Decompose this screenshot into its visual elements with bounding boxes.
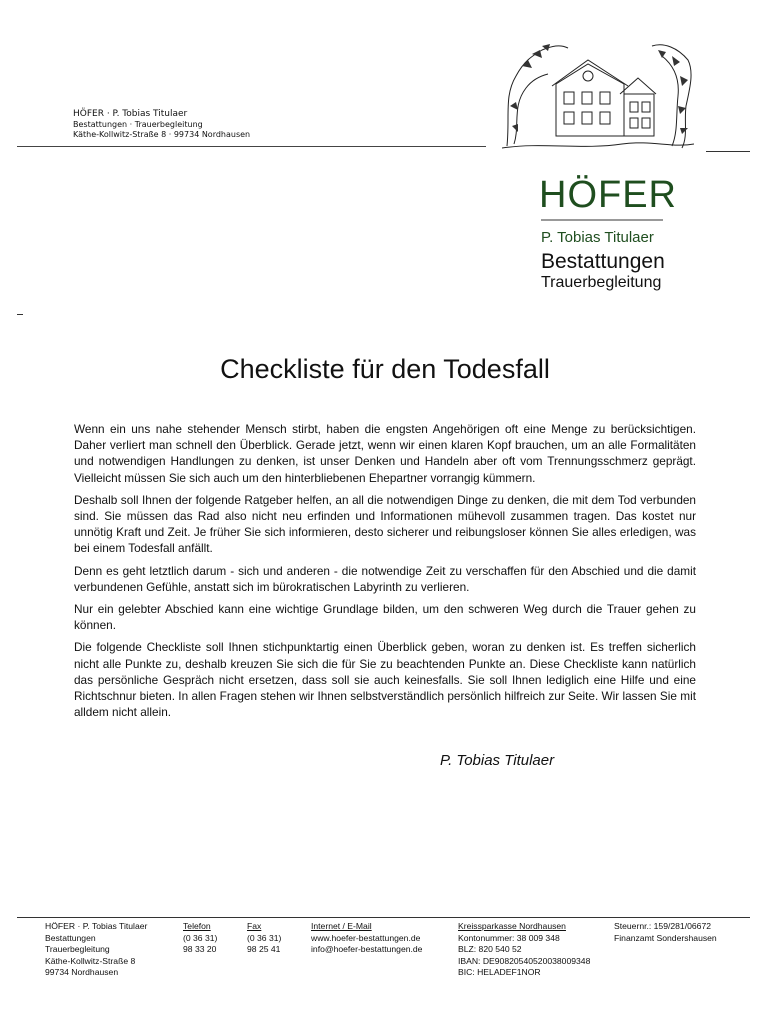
house-illustration-icon <box>502 36 694 154</box>
footer-fax-area: (0 36 31) <box>247 932 282 943</box>
footer-web-heading: Internet / E-Mail <box>311 921 372 931</box>
footer-fax-heading: Fax <box>247 921 262 931</box>
fold-mark <box>17 314 23 315</box>
brand-name: HÖFER <box>539 174 677 216</box>
sender-line-3: Käthe-Kollwitz-Straße 8 · 99734 Nordhausen <box>73 130 251 139</box>
sender-line-2: Bestattungen · Trauerbegleitung <box>73 120 203 129</box>
footer-company-line: Trauerbegleitung <box>45 944 110 955</box>
footer-phone-number[interactable]: 98 33 20 <box>183 944 217 955</box>
footer-web <box>311 921 422 956</box>
email-link[interactable]: info@hoefer-bestattungen.de <box>311 944 423 955</box>
footer-company-line: HÖFER · P. Tobias Titulaer <box>45 921 148 931</box>
footer-tax-office: Finanzamt Sondershausen <box>614 932 717 943</box>
footer-phone <box>183 921 217 956</box>
footer-fax-number: 98 25 41 <box>247 944 281 955</box>
footer-bank-line: BIC: HELADEF1NOR <box>458 967 541 978</box>
document-title: Checkliste für den Todesfall <box>220 354 550 384</box>
footer-bank <box>458 921 590 979</box>
footer-bank-line: Kontonummer: 38 009 348 <box>458 932 560 943</box>
header-side-rule <box>706 151 750 152</box>
paragraph: Nur ein gelebter Abschied kann eine wichtige Grundlage bilden, um den schweren Weg durch die Trauer gehen zu können. <box>74 602 696 633</box>
footer-tax-number: Steuernr.: 159/281/06672 <box>614 921 711 931</box>
brand-divider <box>541 219 663 221</box>
footer-company-line: 99734 Nordhausen <box>45 967 119 978</box>
document-body <box>74 421 696 726</box>
footer-bank-line: IBAN: DE90820540520038009348 <box>458 955 591 966</box>
footer-bank-heading: Kreissparkasse Nordhausen <box>458 921 566 931</box>
footer-company <box>45 921 147 979</box>
website-link[interactable]: www.hoefer-bestattungen.de <box>311 932 421 943</box>
sender-divider <box>17 146 486 147</box>
paragraph: Wenn ein uns nahe stehender Mensch stirbt, haben die engsten Angehörigen oft eine Menge zu berücksichtigen. Daher verliert man schnell den Überblick. Gerade jetzt, wenn wir einen klaren Kopf brauchen, um an alle Formalitäten und notwendigen Handlungen zu denken, ist unser Denken und Handeln aber oft vom Trennungsschmerz geprägt. Vielleicht müssen Sie sich auch um den hinterbliebenen Ehepartner vorrangig kümmern. <box>74 422 696 485</box>
footer-fax <box>247 921 281 956</box>
paragraph: Die folgende Checkliste soll Ihnen stichpunktartig einen Überblick geben, woran zu denken ist. Es treffen sicherlich nicht alle Punkte zu, deshalb kreuzen Sie sich die für Sie zu beachtenden Punkte an. Diese Checkliste kann natürlich das persönliche Gespräch nicht ersetzen, dass soll sie auch keinesfalls. Sie soll Ihnen lediglich eine Hilfe und eine Richtschnur bieten. In allen Fragen stehen wir Ihnen selbstverständlich persönlich hilfreich zur Seite. Wir lassen Sie mit alldem nicht allein. <box>74 640 696 720</box>
brand-service-2: Trauerbegleitung <box>541 274 662 291</box>
footer-phone-area: (0 36 31) <box>183 932 218 943</box>
sender-line-1: HÖFER · P. Tobias Titulaer <box>73 109 188 119</box>
signature: P. Tobias Titulaer <box>440 752 555 769</box>
footer-tax <box>614 921 717 944</box>
footer-divider <box>17 917 750 918</box>
paragraph: Denn es geht letztlich darum - sich und anderen - die notwendige Zeit zu verschaffen für den Abschied und die damit verbundenen Gefühle, anstatt sich im bürokratischen Labyrinth zu verlieren. <box>74 563 696 594</box>
paragraph: Deshalb soll Ihnen der folgende Ratgeber helfen, an all die notwendigen Dinge zu denken, die mit dem Tod verbunden sind. Sie müssen das Rad also nicht neu erfinden und Informationen mühevoll zusammen tragen. Das kostet nur unnötig Kraft und Zeit. Je früher Sie sich informieren, desto sicherer und reibungsloser können Sie alles erledigen, was bei einem Todesfall anfällt. <box>74 492 696 556</box>
footer-bank-line: BLZ: 820 540 52 <box>458 944 522 955</box>
footer-company-line: Bestattungen <box>45 932 96 943</box>
sender-address <box>73 109 250 140</box>
brand-owner: P. Tobias Titulaer <box>541 229 654 246</box>
footer-phone-heading: Telefon <box>183 921 211 931</box>
brand-service-1: Bestattungen <box>541 250 665 273</box>
footer-company-line: Käthe-Kollwitz-Straße 8 <box>45 955 136 966</box>
